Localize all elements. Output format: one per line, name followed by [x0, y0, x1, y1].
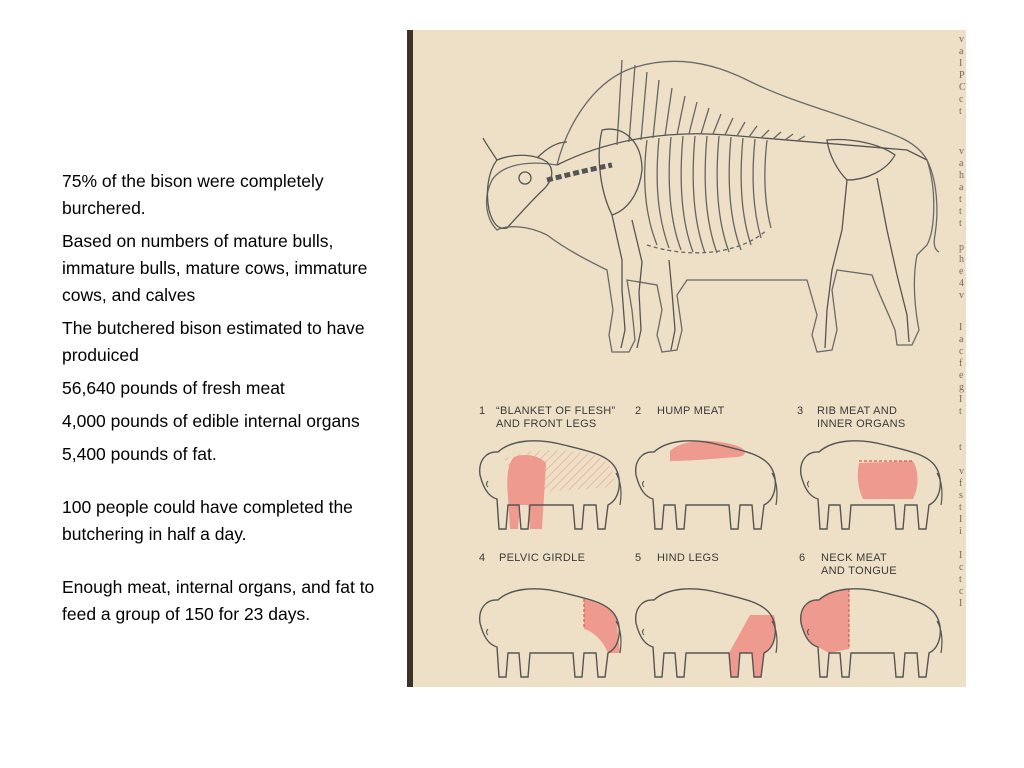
svg-text:f: f [959, 358, 963, 369]
svg-text:a: a [959, 158, 964, 169]
svg-text:I: I [959, 58, 963, 69]
svg-text:I: I [959, 598, 963, 609]
svg-text:t: t [959, 218, 962, 229]
svg-text:I: I [959, 550, 963, 561]
panel-1-label-line1: “BLANKET OF FLESH” [496, 405, 616, 417]
svg-text:f: f [959, 478, 963, 489]
svg-text:t: t [959, 574, 962, 585]
svg-text:P: P [959, 70, 965, 81]
svg-text:h: h [959, 254, 964, 265]
panel-1-number: 1 [479, 405, 486, 417]
svg-text:I: I [959, 514, 963, 525]
paragraph-fat: 5,400 pounds of fat. [62, 444, 217, 464]
svg-text:4: 4 [959, 278, 964, 289]
paragraph-fresh-meat: 56,640 pounds of fresh meat [62, 378, 285, 398]
panel-3-meat-area [858, 461, 918, 499]
svg-text:a: a [959, 182, 964, 193]
paragraph-butchered-percent: 75% of the bison were completely burchered. [62, 171, 324, 218]
svg-text:p: p [959, 242, 964, 253]
panel-5-label-line1: HIND LEGS [657, 552, 719, 564]
panel-3-label-line1: RIB MEAT AND [817, 405, 898, 417]
svg-text:a: a [959, 334, 964, 345]
panel-3-number: 3 [797, 405, 804, 417]
svg-text:I: I [959, 394, 963, 405]
panel-6-label-line1: NECK MEAT [821, 552, 888, 564]
bison-butchering-figure [407, 30, 966, 687]
svg-text:a: a [959, 46, 964, 57]
svg-text:g: g [959, 382, 964, 393]
svg-text:t: t [959, 206, 962, 217]
svg-text:c: c [959, 562, 964, 573]
svg-text:t: t [959, 194, 962, 205]
svg-text:C: C [959, 82, 966, 93]
svg-text:t: t [959, 502, 962, 513]
panel-2-number: 2 [635, 405, 642, 417]
paragraph-internal-organs: 4,000 pounds of edible internal organs [62, 411, 360, 431]
panel-6-number: 6 [799, 552, 806, 564]
svg-text:s: s [959, 490, 963, 501]
paragraph-counts-basis: Based on numbers of mature bulls, immature bulls, mature cows, immature cows, and calves [62, 231, 368, 305]
svg-text:t: t [959, 106, 962, 117]
svg-text:i: i [959, 526, 962, 537]
paper-left-edge-shadow [407, 30, 413, 687]
svg-text:I: I [959, 322, 963, 333]
paragraph-estimate-intro: The butchered bison estimated to have produiced [62, 318, 365, 365]
svg-text:e: e [959, 266, 964, 277]
text-column [62, 168, 382, 634]
svg-text:c: c [959, 94, 964, 105]
panel-2-label-line1: HUMP MEAT [657, 405, 725, 417]
panel-3-label-line2: INNER ORGANS [817, 418, 906, 430]
svg-text:v: v [959, 146, 964, 157]
svg-text:h: h [959, 170, 964, 181]
svg-text:v: v [959, 290, 964, 301]
svg-text:e: e [959, 370, 964, 381]
svg-text:c: c [959, 346, 964, 357]
panel-5-number: 5 [635, 552, 642, 564]
paragraph-feeding: Enough meat, internal organs, and fat to feed a group of 150 for 23 days. [62, 577, 375, 624]
panel-6-label-line2: AND TONGUE [821, 565, 897, 577]
svg-text:c: c [959, 586, 964, 597]
svg-text:t: t [959, 442, 962, 453]
panel-4-number: 4 [479, 552, 486, 564]
svg-text:v: v [959, 34, 964, 45]
svg-text:t: t [959, 406, 962, 417]
panel-4-label-line1: PELVIC GIRDLE [499, 552, 586, 564]
svg-text:v: v [959, 466, 964, 477]
paragraph-butchering-time: 100 people could have completed the butchering in half a day. [62, 497, 353, 544]
panel-1-label-line2: AND FRONT LEGS [496, 418, 597, 430]
